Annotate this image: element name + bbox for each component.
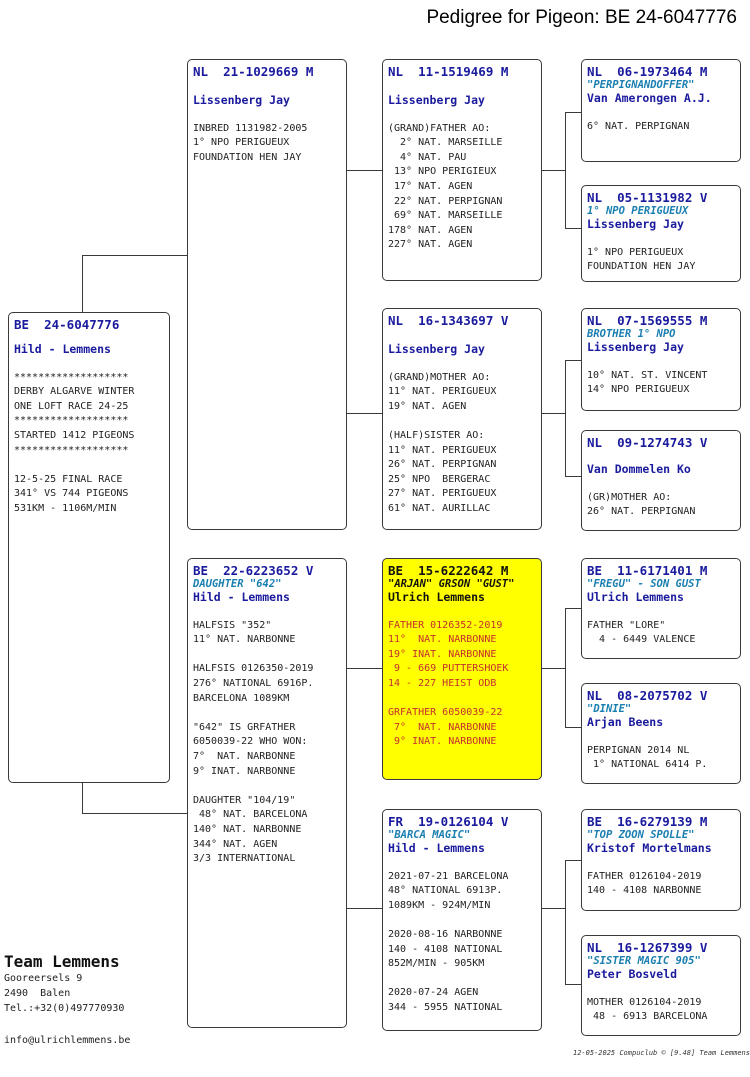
owner-name: Hild - Lemmens — [14, 342, 111, 356]
owner-name: Lissenberg Jay — [388, 342, 485, 356]
connector-line — [565, 476, 581, 477]
note-line: DAUGHTER "104/19" — [193, 794, 296, 806]
note-line: (HALF)SISTER AO: — [388, 429, 485, 441]
note-line — [388, 855, 536, 870]
nickname: "TOP ZOON SPOLLE" — [587, 829, 695, 841]
connector-line — [565, 608, 581, 609]
father-card[interactable] — [187, 59, 347, 530]
connector-line — [346, 668, 382, 669]
note-line — [587, 231, 735, 246]
note-line: 7° NAT. NARBONNE — [388, 721, 497, 733]
ggm-card-fmm[interactable] — [581, 430, 741, 531]
note-line: 140 - 4108 NARBONNE — [587, 885, 702, 897]
note-line: 26° NAT. PERPIGNAN — [388, 459, 497, 471]
note-line — [14, 356, 164, 371]
nickname: "DINIE" — [587, 703, 632, 715]
nickname: "SISTER MAGIC 905" — [587, 955, 701, 967]
connector-line — [565, 608, 566, 728]
note-line: 13° NPO PERIGIEUX — [388, 166, 497, 178]
team-info — [4, 952, 124, 1016]
note-line: 6050039-22 WHO WON: — [193, 736, 308, 748]
note-line: FOUNDATION HEN JAY — [587, 261, 696, 273]
connector-line — [346, 170, 382, 171]
note-line: FATHER 0126104-2019 — [587, 870, 702, 882]
note-line: 11° NAT. PERIGUEUX — [388, 386, 497, 398]
note-line — [587, 604, 735, 619]
ggm-card-ffm[interactable] — [581, 185, 741, 282]
note-line: INBRED 1131982-2005 — [193, 122, 308, 134]
note-line: ******************* — [14, 371, 129, 383]
note-line: ******************* — [14, 415, 129, 427]
ggm-card-mfm[interactable] — [581, 683, 741, 784]
owner-name: Lissenberg Jay — [388, 93, 485, 107]
note-line: MOTHER 0126104-2019 — [587, 996, 702, 1008]
note-line: PERPIGNAN 2014 NL — [587, 744, 690, 756]
connector-line — [542, 908, 566, 909]
note-line: 19° NAT. AGEN — [388, 400, 467, 412]
ring-number: BE 15-6222642 M — [388, 563, 509, 578]
note-line — [193, 779, 341, 794]
note-line: 48 - 6913 BARCELONA — [587, 1011, 708, 1023]
nickname: BROTHER 1° NPO — [587, 328, 676, 340]
note-line: 2021-07-21 BARCELONA — [388, 870, 509, 882]
nickname: 1° NPO PERIGUEUX — [587, 205, 689, 217]
owner-name: Lissenberg Jay — [587, 217, 684, 231]
connector-line — [82, 813, 187, 814]
connector-line — [565, 112, 566, 229]
nickname: "FREGU" - SON GUST — [587, 578, 701, 590]
note-line: (GR)MOTHER AO: — [587, 491, 672, 503]
note-line: 140° NAT. NARBONNE — [193, 823, 302, 835]
team-phone: Tel.:+32(0)497770930 — [4, 1003, 125, 1014]
note-line: HALFSIS 0126350-2019 — [193, 663, 314, 675]
note-line: 48° NATIONAL 6913P. — [388, 885, 503, 897]
connector-line — [82, 782, 83, 814]
ggf-card-mff[interactable] — [581, 558, 741, 659]
note-line: FATHER "LORE" — [587, 619, 666, 631]
owner-name: Kristof Mortelmans — [587, 841, 712, 855]
note-line: 7° NAT. NARBONNE — [193, 750, 296, 762]
note-line: 2020-08-16 NARBONNE — [388, 928, 503, 940]
connector-line — [565, 360, 566, 477]
connector-line — [565, 112, 581, 113]
page-title: Pedigree for Pigeon: BE 24-6047776 — [426, 7, 737, 28]
connector-line — [346, 908, 382, 909]
note-line: 9° INAT. NARBONNE — [388, 736, 497, 748]
ring-number: NL 06-1973464 M — [587, 64, 708, 79]
note-line: (GRAND)MOTHER AO: — [388, 371, 491, 383]
ring-number: NL 11-1519469 M — [388, 64, 509, 79]
nickname: DAUGHTER "642" — [193, 578, 282, 590]
note-line: 22° NAT. PERPIGNAN — [388, 195, 503, 207]
ring-number: BE 11-6171401 M — [587, 563, 708, 578]
owner-name: Peter Bosveld — [587, 967, 678, 981]
note-line: 11° NAT. PERIGUEUX — [388, 444, 497, 456]
subject-pigeon-card[interactable] — [8, 312, 170, 783]
note-line: 9 - 669 PUTTERSHOEK — [388, 663, 509, 675]
note-line: 19° INAT. NARBONNE — [388, 648, 497, 660]
note-line: 531KM - 1106M/MIN — [14, 502, 117, 514]
ring-number: NL 16-1267399 V — [587, 940, 708, 955]
owner-name: Arjan Beens — [587, 715, 664, 729]
note-line — [587, 729, 735, 744]
note-line — [587, 105, 735, 120]
ggf-card-fff[interactable] — [581, 59, 741, 162]
nickname: "BARCA MAGIC" — [388, 829, 471, 841]
maternal-grandmother-card[interactable] — [382, 809, 542, 1031]
note-line: 17° NAT. AGEN — [388, 180, 473, 192]
note-line: GRFATHER 6050039-22 — [388, 707, 503, 719]
connector-line — [542, 413, 566, 414]
note-line: HALFSIS "352" — [193, 619, 272, 631]
owner-name: Van Dommelen Ko — [587, 462, 691, 476]
connector-line — [565, 228, 581, 229]
note-line: 1° NPO PERIGUEUX — [587, 246, 684, 258]
note-line: STARTED 1412 PIGEONS — [14, 429, 135, 441]
note-line: 4 - 6449 VALENCE — [587, 634, 696, 646]
note-line: 3/3 INTERNATIONAL — [193, 853, 296, 865]
mother-card[interactable] — [187, 558, 347, 1028]
ring-number: FR 19-0126104 V — [388, 814, 509, 829]
note-line: 344 - 5955 NATIONAL — [388, 1001, 503, 1013]
note-line: "642" IS GRFATHER — [193, 721, 296, 733]
connector-line — [565, 360, 581, 361]
note-line: DERBY ALGARVE WINTER — [14, 386, 135, 398]
note-line: 1° NPO PERIGUEUX — [193, 137, 290, 149]
owner-name: Lissenberg Jay — [193, 93, 290, 107]
note-line: 2° NAT. MARSEILLE — [388, 137, 503, 149]
connector-line — [565, 727, 581, 728]
note-line — [388, 604, 536, 619]
note-line: 61° NAT. AURILLAC — [388, 502, 491, 514]
note-line: 6° NAT. PERPIGNAN — [587, 120, 690, 132]
note-line: 14° NPO PERIGUEUX — [587, 384, 690, 396]
team-street: Gooreersels 9 — [4, 973, 83, 984]
ring-number: NL 21-1029669 M — [193, 64, 314, 79]
team-name: Team Lemmens — [4, 952, 120, 971]
paternal-grandmother-card[interactable] — [382, 308, 542, 530]
note-line — [193, 604, 341, 619]
note-line — [193, 107, 341, 122]
ring-number: BE 22-6223652 V — [193, 563, 314, 578]
ring-number: NL 07-1569555 M — [587, 313, 708, 328]
note-line: 1° NATIONAL 6414 P. — [587, 759, 708, 771]
note-line: 2020-07-24 AGEN — [388, 987, 479, 999]
ring-number: BE 16-6279139 M — [587, 814, 708, 829]
note-line: 10° NAT. ST. VINCENT — [587, 369, 708, 381]
note-line — [388, 414, 536, 429]
note-line — [388, 356, 536, 371]
note-line — [14, 458, 164, 473]
note-line — [587, 476, 735, 491]
note-line: BARCELONA 1089KM — [193, 692, 290, 704]
team-city: 2490 Balen — [4, 988, 71, 999]
connector-line — [542, 668, 566, 669]
owner-name: Van Amerongen A.J. — [587, 91, 712, 105]
connector-line — [565, 860, 581, 861]
note-line — [388, 107, 536, 122]
note-line: 227° NAT. AGEN — [388, 239, 473, 251]
note-line: 11° NAT. NARBONNE — [193, 634, 296, 646]
connector-line — [542, 170, 566, 171]
note-line: 48° NAT. BARCELONA — [193, 809, 308, 821]
note-line — [388, 913, 536, 928]
connector-line — [565, 860, 566, 985]
maternal-grandfather-card[interactable] — [382, 558, 542, 780]
connector-line — [82, 255, 187, 256]
pedigree-notes — [14, 356, 164, 517]
note-line: (GRAND)FATHER AO: — [388, 122, 491, 134]
nickname: "ARJAN" GRSON "GUST" — [388, 578, 515, 590]
ggm-card-mmm[interactable] — [581, 935, 741, 1036]
owner-name: Lissenberg Jay — [587, 340, 684, 354]
paternal-grandfather-card[interactable] — [382, 59, 542, 281]
note-line: 344° NAT. AGEN — [193, 838, 278, 850]
nickname: "PERPIGNANDOFFER" — [587, 79, 695, 91]
ring-number: NL 09-1274743 V — [587, 435, 708, 450]
footer-credit: 12-05-2025 Compuclub © [9.48] Team Lemmens — [572, 1049, 750, 1057]
ggf-card-fmf[interactable] — [581, 308, 741, 411]
note-line: 11° NAT. NARBONNE — [388, 634, 497, 646]
note-line: 26° NAT. PERPIGNAN — [587, 506, 696, 518]
note-line: 140 - 4108 NATIONAL — [388, 943, 503, 955]
owner-name: Hild - Lemmens — [388, 841, 485, 855]
ggf-card-mmf[interactable] — [581, 809, 741, 911]
owner-name: Ulrich Lemmens — [388, 590, 485, 604]
note-line: 1089KM - 924M/MIN — [388, 899, 491, 911]
note-line: 852M/MIN - 905KM — [388, 958, 485, 970]
note-line — [193, 648, 341, 663]
note-line: 276° NATIONAL 6916P. — [193, 677, 314, 689]
note-line: FATHER 0126352-2019 — [388, 619, 503, 631]
note-line: FOUNDATION HEN JAY — [193, 151, 302, 163]
note-line: 69° NAT. MARSEILLE — [388, 210, 503, 222]
owner-name: Ulrich Lemmens — [587, 590, 684, 604]
note-line: ONE LOFT RACE 24-25 — [14, 400, 129, 412]
note-line: ******************* — [14, 444, 129, 456]
team-email-link[interactable]: info@ulrichlemmens.be — [4, 1035, 131, 1046]
ring-number: NL 05-1131982 V — [587, 190, 708, 205]
note-line — [388, 692, 536, 707]
note-line: 178° NAT. AGEN — [388, 224, 473, 236]
note-line: 341° VS 744 PIGEONS — [14, 488, 129, 500]
owner-name: Hild - Lemmens — [193, 590, 290, 604]
note-line: 12-5-25 FINAL RACE — [14, 473, 123, 485]
ring-number: NL 16-1343697 V — [388, 313, 509, 328]
note-line: 25° NPO BERGERAC — [388, 473, 491, 485]
note-line — [587, 981, 735, 996]
connector-line — [82, 255, 83, 312]
ring-number: BE 24-6047776 — [14, 317, 120, 332]
note-line: 4° NAT. PAU — [388, 151, 467, 163]
note-line: 14 - 227 HEIST ODB — [388, 677, 497, 689]
note-line — [193, 706, 341, 721]
note-line — [587, 855, 735, 870]
note-line: 27° NAT. PERIGUEUX — [388, 488, 497, 500]
connector-line — [565, 984, 581, 985]
ring-number: NL 08-2075702 V — [587, 688, 708, 703]
connector-line — [346, 413, 382, 414]
note-line — [388, 972, 536, 987]
note-line: 9° INAT. NARBONNE — [193, 765, 296, 777]
note-line — [587, 354, 735, 369]
